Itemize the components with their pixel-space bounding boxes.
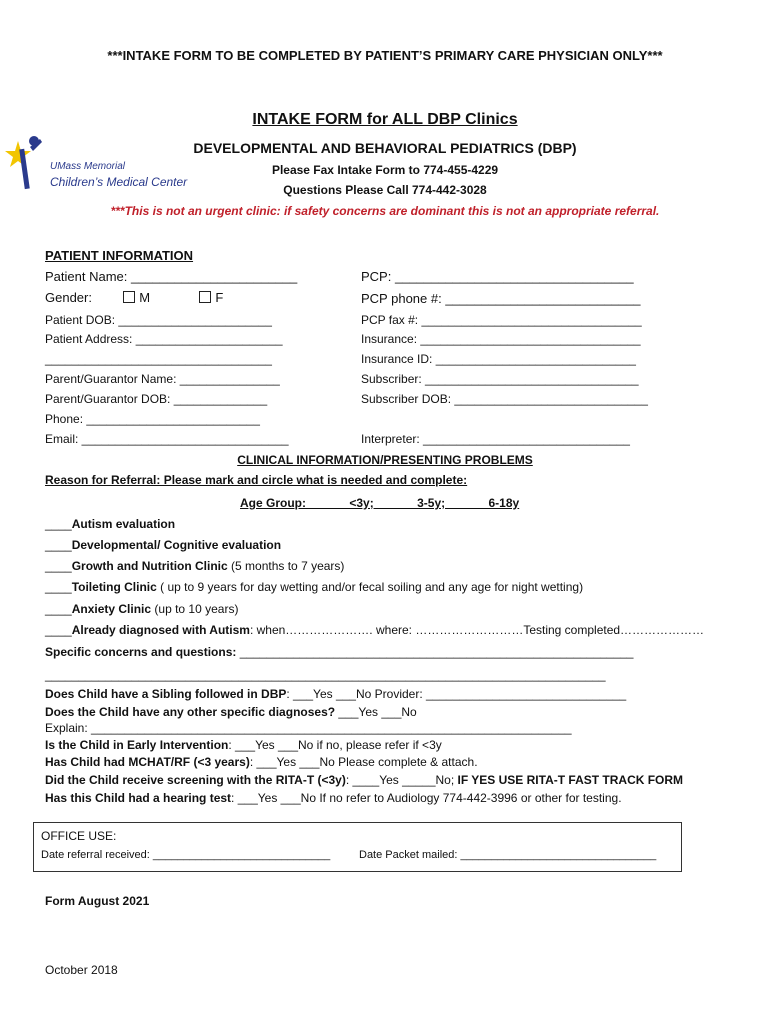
clinical-info-heading: CLINICAL INFORMATION/PRESENTING PROBLEMS — [237, 453, 533, 467]
patient-name-field[interactable]: Patient Name: _______________________ — [45, 269, 298, 284]
fax-number: Please Fax Intake Form to 774-455-4229 — [271, 163, 499, 177]
email-field[interactable]: Email: _______________________________ — [45, 432, 289, 446]
phone-number: Questions Please Call 774-442-3028 — [283, 183, 487, 197]
other-diagnoses-question[interactable]: Does the Child have any other specific diagnoses? ___Yes ___No — [45, 705, 417, 719]
gender-label: Gender: — [45, 290, 92, 305]
form-date: Form August 2021 — [45, 894, 150, 908]
form-subtitle: DEVELOPMENTAL AND BEHAVIORAL PEDIATRICS (DBP) — [193, 140, 577, 156]
gender-field — [45, 290, 223, 305]
subscriber-dob-field[interactable]: Subscriber DOB: _____________________________ — [361, 392, 648, 406]
insurance-id-field[interactable]: Insurance ID: ______________________________ — [361, 352, 636, 366]
specific-concerns-field[interactable]: Specific concerns and questions: ___________________________________________________________ — [45, 645, 634, 659]
referral-item-anxiety[interactable]: ____Anxiety Clinic (up to 10 years) — [45, 602, 239, 616]
interpreter-field[interactable]: Interpreter: _______________________________ — [361, 432, 630, 446]
specific-concerns-line-2[interactable]: ____________________________________________________________________________________ — [45, 668, 606, 682]
gender-m-label: M — [139, 290, 151, 305]
patient-dob-field[interactable]: Patient DOB: _______________________ — [45, 313, 272, 327]
patient-address-line-2[interactable]: __________________________________ — [45, 352, 272, 366]
office-use-label: OFFICE USE: — [41, 829, 117, 843]
referral-item-developmental[interactable]: ____Developmental/ Cognitive evaluation — [45, 538, 282, 552]
rita-t-question[interactable]: Did the Child receive screening with the RITA-T (<3y): ____Yes _____No; IF YES USE RITA-T FAST TRACK FORM — [45, 773, 684, 787]
explain-field[interactable]: Explain: ________________________________________________________________________ — [45, 721, 572, 735]
urgent-warning: ***This is not an urgent clinic: if safety concerns are dominant this is not an appropriate referral. — [110, 204, 660, 218]
physician-only-notice: ***INTAKE FORM TO BE COMPLETED BY PATIENT’S PRIMARY CARE PHYSICIAN ONLY*** — [107, 48, 663, 63]
early-intervention-question[interactable]: Is the Child in Early Intervention: ___Yes ___No if no, please refer if <3y — [45, 738, 442, 752]
gender-f-checkbox[interactable] — [199, 291, 211, 303]
form-title: INTAKE FORM for ALL DBP Clinics — [252, 111, 518, 128]
pcp-fax-field[interactable]: PCP fax #: _________________________________ — [361, 313, 642, 327]
referral-item-autism[interactable]: ____Autism evaluation — [45, 517, 176, 531]
form-version: October 2018 — [45, 963, 118, 977]
gender-f-label: F — [215, 290, 224, 305]
logo-line-1: UMass Memorial — [50, 161, 126, 172]
age-group-field[interactable]: Age Group: ______<3y; ______3-5y; ______6-18y — [240, 496, 520, 510]
date-referral-received-field[interactable]: Date referral received: _____________________________ — [41, 849, 331, 861]
guarantor-name-field[interactable]: Parent/Guarantor Name: _______________ — [45, 372, 280, 386]
guarantor-dob-field[interactable]: Parent/Guarantor DOB: ______________ — [45, 392, 268, 406]
patient-address-field[interactable]: Patient Address: ______________________ — [45, 332, 283, 346]
date-packet-mailed-field[interactable]: Date Packet mailed: ________________________________ — [359, 849, 657, 861]
gender-m-checkbox[interactable] — [123, 291, 135, 303]
patient-info-heading: PATIENT INFORMATION — [45, 248, 194, 263]
pcp-phone-field[interactable]: PCP phone #: ___________________________ — [361, 291, 641, 306]
sibling-question[interactable]: Does Child have a Sibling followed in DBP: ___Yes ___No Provider: ______________________________ — [45, 687, 627, 701]
referral-item-growth[interactable]: ____Growth and Nutrition Clinic (5 months to 7 years) — [45, 559, 345, 573]
hearing-test-question[interactable]: Has this Child had a hearing test: ___Yes ___No If no refer to Audiology 774-442-3996 or other for testing. — [45, 791, 622, 805]
logo-line-2: Children’s Medical Center — [50, 175, 188, 189]
subscriber-field[interactable]: Subscriber: ________________________________ — [361, 372, 639, 386]
pcp-field[interactable]: PCP: _________________________________ — [361, 269, 634, 284]
insurance-field[interactable]: Insurance: _________________________________ — [361, 332, 641, 346]
mchat-question[interactable]: Has Child had MCHAT/RF (<3 years): ___Yes ___No Please complete & attach. — [45, 755, 478, 769]
office-use-box — [33, 822, 682, 872]
phone-field[interactable]: Phone: __________________________ — [45, 412, 260, 426]
reason-for-referral: Reason for Referral: Please mark and circle what is needed and complete: — [45, 473, 468, 487]
referral-item-already-diagnosed[interactable]: ____Already diagnosed with Autism: when…………………. where: ………………………Testing completed………………… — [45, 623, 705, 637]
referral-item-toileting[interactable]: ____Toileting Clinic ( up to 9 years for day wetting and/or fecal soiling and any age for night wetting) — [45, 580, 584, 594]
